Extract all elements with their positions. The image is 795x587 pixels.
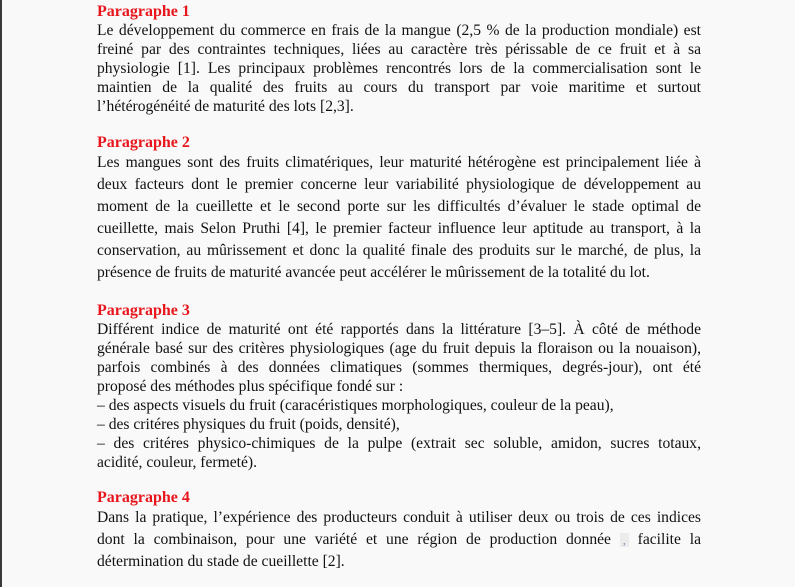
text-line: maintien de la qualité des fruits au cours du transport par voie maritime et surtout — [97, 79, 701, 96]
text-line: présence de fruits de maturité avancée peut accélérer le mûrissement de la totalité du lot. — [97, 264, 650, 281]
text-line: deux facteurs dont le premier concerne leur variabilité physiologique de développement au — [97, 176, 701, 193]
list-item: – des critéres physico-chimiques de la pulpe (extrait sec soluble, amidon, sucres totaux, — [97, 435, 701, 452]
text-line: détermination du stade de cueillette [2]. — [97, 553, 345, 570]
text-segment: facilite la — [637, 531, 701, 548]
text-line: freiné par des contraintes techniques, liées au caractère très périssable de ce fruit et à sa — [97, 41, 701, 58]
viewer-left-border — [0, 0, 2, 587]
text-line: Différent indice de maturité ont été rapportés dans la littérature [3–5]. À côté de méthode — [97, 321, 701, 338]
highlight-mark: , — [620, 533, 629, 547]
text-line: proposé des méthodes plus spécifique fondé sur : — [97, 378, 404, 395]
paragraph-heading: Paragraphe 3 — [97, 302, 190, 319]
paragraph-heading: Paragraphe 4 — [97, 489, 190, 506]
text-line: cueillette, mais Selon Pruthi [4], le premier facteur influence leur aptitude au transport, à la — [97, 220, 701, 237]
text-line: générale basé sur des critères physiologiques (age du fruit depuis la floraison ou la nouaison), — [97, 340, 701, 357]
paragraph-2 — [97, 133, 701, 284]
list-item: – des critéres physiques du fruit (poids, densité), — [97, 416, 400, 433]
text-line: Dans la pratique, l’expérience des producteurs conduit à utiliser deux ou trois de ces indices — [97, 509, 701, 526]
paragraph-4 — [97, 488, 701, 573]
text-line — [97, 529, 701, 551]
text-line: l’hétérogénéité de maturité des lots [2,3]. — [97, 98, 354, 115]
paragraph-3 — [97, 301, 701, 472]
paragraph-1 — [97, 2, 701, 116]
text-line: Les mangues sont des fruits climatériques, leur maturité hétérogène est principalement liée à — [97, 154, 701, 171]
text-line: acidité, couleur, fermeté). — [97, 454, 257, 471]
text-line: physiologie [1]. Les principaux problèmes rencontrés lors de la commercialisation sont le — [97, 60, 701, 77]
text-line: parfois combinés à des données climatiques (sommes thermiques, degrés-jour), ont été — [97, 359, 701, 376]
text-segment: dont la combinaison, pour une variété et une région de production donnée — [97, 531, 611, 548]
paragraph-heading: Paragraphe 2 — [97, 134, 190, 151]
text-line: Le développement du commerce en frais de la mangue (2,5 % de la production mondiale) est — [97, 22, 701, 39]
text-line: conservation, au mûrissement et donc la qualité finale des produits sur le marché, de plus, la — [97, 242, 701, 259]
paragraph-heading: Paragraphe 1 — [97, 3, 190, 20]
text-line: moment de la cueillette et le second porte sur les difficultés d’évaluer le stade optimal de — [97, 198, 701, 215]
list-item: – des aspects visuels du fruit (caracéristiques morphologiques, couleur de la peau), — [97, 397, 614, 414]
